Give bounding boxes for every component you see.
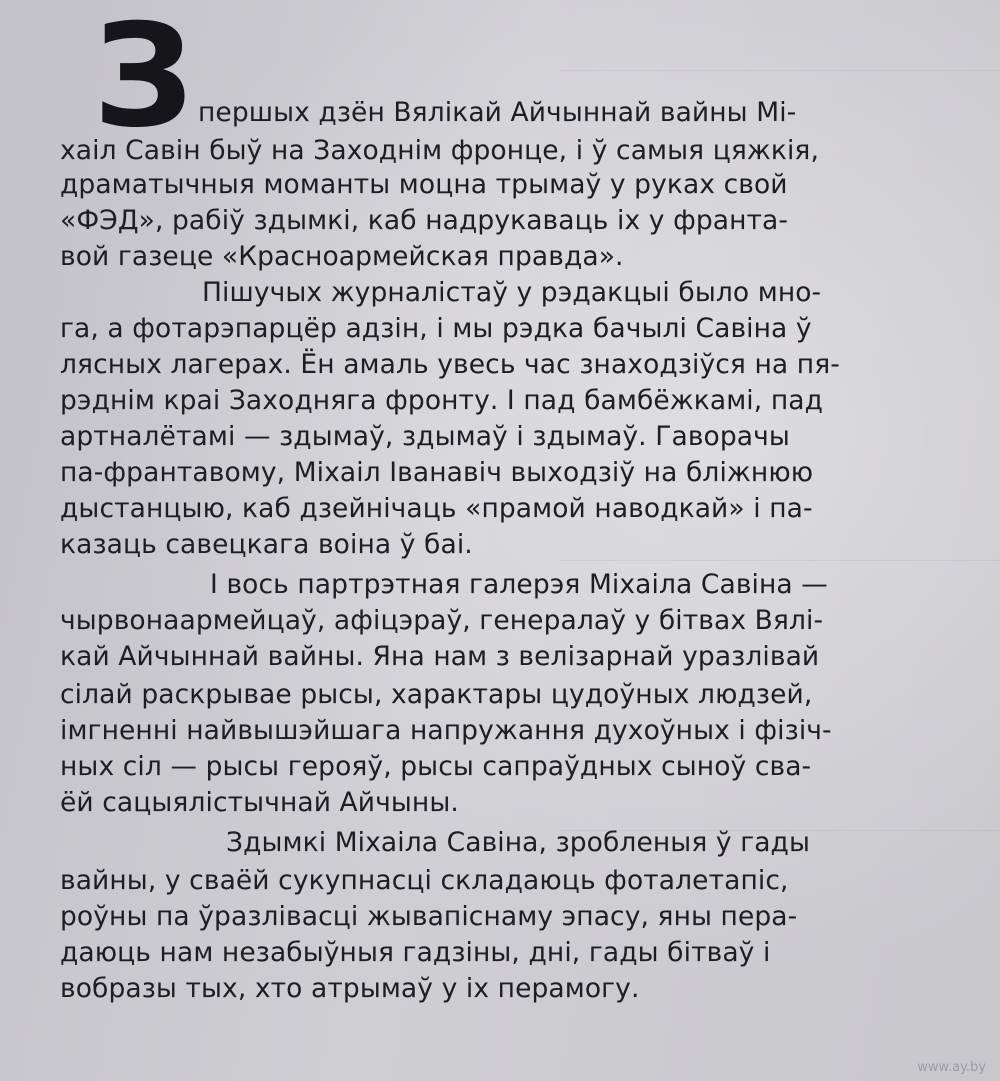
text-line: І вось партрэтная галерэя Міхаіла Савіна —: [210, 569, 828, 600]
text-line: Пішучых журналістаў у рэдакцыі было мно-: [202, 277, 822, 308]
text-line: даюць нам незабыўныя гадзіны, дні, гады бітваў і: [60, 937, 771, 968]
text-line: вобразы тых, хто атрымаў у іх перамогу.: [60, 973, 640, 1004]
text-line: Здымкі Міхаіла Савіна, зробленыя ў гады: [226, 827, 811, 858]
text-line: вой газеце «Красноармейская правда».: [60, 241, 624, 272]
text-line: га, а фотарэпарцёр адзін, і мы рэдка бачылі Савіна ў: [60, 313, 812, 344]
text-line: кай Айчыннай вайны. Яна нам з велізарнай уразлівай: [60, 641, 820, 672]
watermark: www.ay.by: [917, 1060, 986, 1075]
text-line: драматычныя моманты моцна трымаў у руках свой: [60, 169, 788, 200]
text-line: хаіл Савін быў на Заходнім фронце, і ў самыя цяжкія,: [60, 135, 820, 166]
drop-cap-letter: З: [93, 0, 190, 159]
text-line: казаць савецкага воіна ў баі.: [60, 529, 473, 560]
text-line: вайны, у сваёй сукупнасці складаюць фоталетапіс,: [60, 865, 789, 896]
text-line: сілай раскрывае рысы, характары цудоўных людзей,: [60, 679, 813, 710]
text-line: рэднім краі Заходняга фронту. І пад бамбёжкамі, пад: [60, 385, 824, 416]
text-line: чырвонаармейцаў, афіцэраў, генералаў у бітвах Вялі-: [60, 605, 824, 636]
text-line: імгненні найвышэйшага напружання духоўных і фізіч-: [60, 715, 832, 746]
text-line: артналётамі — здымаў, здымаў і здымаў. Гаворачы: [60, 421, 790, 452]
text-line: «ФЭД», рабіў здымкі, каб надрукаваць іх у франта-: [60, 205, 789, 236]
show-through-line: [560, 70, 1000, 71]
text-line: ных сіл — рысы герояў, рысы сапраўдных сыноў сва-: [60, 751, 812, 782]
text-line: ёй сацыялістычнай Айчыны.: [60, 787, 459, 818]
text-line: лясных лагерах. Ён амаль увесь час знаходзіўся на пя-: [60, 349, 840, 380]
show-through-line: [560, 560, 1000, 561]
text-line: першых дзён Вялікай Айчыннай вайны Мі-: [198, 97, 797, 128]
text-line: роўны па ўразлівасці жывапіснаму эпасу, яны пера-: [60, 901, 798, 932]
text-line: па-франтавому, Міхаіл Іванавіч выходзіў на бліжнюю: [60, 457, 814, 488]
text-line: дыстанцыю, каб дзейнічаць «прамой наводкай» і па-: [60, 493, 813, 524]
